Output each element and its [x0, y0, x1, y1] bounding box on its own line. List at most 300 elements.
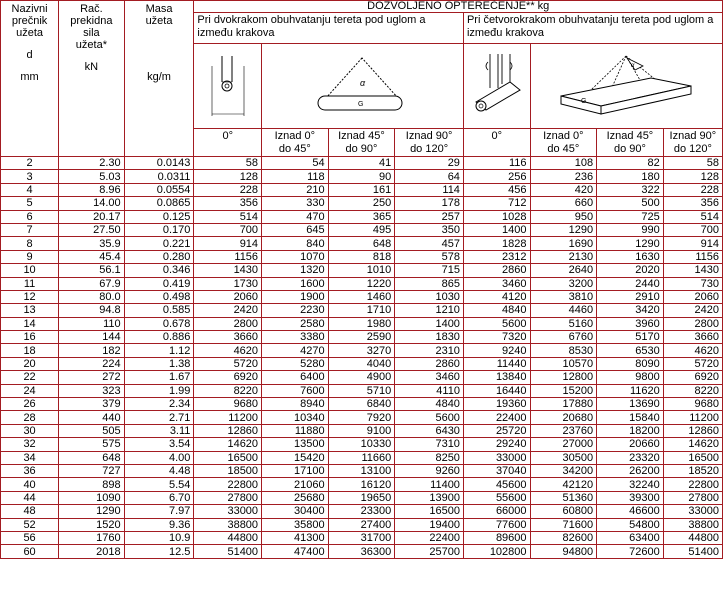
- table-cell: 840: [262, 237, 329, 250]
- header-text: užeta*: [75, 39, 107, 51]
- table-cell: 8250: [395, 451, 464, 464]
- table-row: [1, 371, 723, 384]
- table-cell: 1980: [328, 317, 395, 330]
- table-cell: 2060: [663, 290, 722, 303]
- table-cell: 29240: [463, 438, 530, 451]
- table-cell: 12: [1, 290, 59, 303]
- table-cell: 648: [59, 451, 125, 464]
- table-cell: 0.886: [124, 331, 194, 344]
- table-row: [1, 304, 723, 317]
- table-cell: 2020: [597, 264, 664, 277]
- table-cell: 18200: [597, 424, 664, 437]
- table-cell: 22: [1, 371, 59, 384]
- table-cell: 1430: [663, 264, 722, 277]
- table-cell: 3660: [663, 331, 722, 344]
- table-cell: 114: [395, 183, 464, 196]
- table-cell: 1070: [262, 250, 329, 263]
- table-cell: 0.678: [124, 317, 194, 330]
- table-row: [1, 157, 723, 170]
- table-cell: 5600: [395, 411, 464, 424]
- table-cell: 323: [59, 384, 125, 397]
- table-cell: 7320: [463, 331, 530, 344]
- table-cell: 505: [59, 424, 125, 437]
- table-cell: 700: [663, 223, 722, 236]
- angle-header: [463, 129, 530, 157]
- table-cell: 11400: [395, 478, 464, 491]
- table-cell: 645: [262, 223, 329, 236]
- angle-header-line: 0°: [491, 130, 502, 142]
- table-cell: 3460: [395, 371, 464, 384]
- table-cell: 118: [262, 170, 329, 183]
- table-cell: 16120: [328, 478, 395, 491]
- table-cell: 725: [597, 210, 664, 223]
- table-cell: 35800: [262, 518, 329, 531]
- table-cell: 1830: [395, 331, 464, 344]
- table-cell: 71600: [530, 518, 597, 531]
- table-cell: 257: [395, 210, 464, 223]
- table-cell: 1290: [530, 223, 597, 236]
- table-cell: 108: [530, 157, 597, 170]
- table-cell: 5: [1, 197, 59, 210]
- table-cell: 66000: [463, 505, 530, 518]
- table-cell: 470: [262, 210, 329, 223]
- col-header-diameter: [1, 1, 59, 157]
- table-cell: 12860: [663, 424, 722, 437]
- angle-header-line: Iznad 0°: [543, 130, 584, 142]
- two-leg-sling-icon: [312, 56, 412, 116]
- table-cell: 45.4: [59, 250, 125, 263]
- angle-header: [530, 129, 597, 157]
- table-cell: 27400: [328, 518, 395, 531]
- table-cell: 5720: [194, 357, 262, 370]
- table-cell: 12.5: [124, 545, 194, 558]
- table-cell: 3420: [597, 304, 664, 317]
- table-row: [1, 197, 723, 210]
- table-cell: 58: [663, 157, 722, 170]
- table-cell: 24: [1, 384, 59, 397]
- header-unit: mm: [20, 71, 39, 83]
- table-cell: 11620: [597, 384, 664, 397]
- table-cell: 72600: [597, 545, 664, 558]
- table-cell: 3380: [262, 331, 329, 344]
- table-cell: 250: [328, 197, 395, 210]
- table-cell: 34: [1, 451, 59, 464]
- diagram-four-leg-slab: [530, 44, 722, 129]
- header-text: d: [26, 49, 33, 61]
- table-cell: 2310: [395, 344, 464, 357]
- table-cell: 0.280: [124, 250, 194, 263]
- table-cell: 898: [59, 478, 125, 491]
- table-cell: 0.498: [124, 290, 194, 303]
- table-cell: 51360: [530, 491, 597, 504]
- table-cell: 27800: [194, 491, 262, 504]
- table-row: [1, 250, 723, 263]
- table-cell: 0.221: [124, 237, 194, 250]
- table-cell: 4900: [328, 371, 395, 384]
- table-cell: 4270: [262, 344, 329, 357]
- table-cell: 5160: [530, 317, 597, 330]
- table-cell: 23320: [597, 451, 664, 464]
- angle-header-line: do 45°: [278, 143, 311, 155]
- table-cell: 15200: [530, 384, 597, 397]
- table-cell: 36300: [328, 545, 395, 558]
- table-cell: 182: [59, 344, 125, 357]
- table-cell: 236: [530, 170, 597, 183]
- table-row: [1, 464, 723, 477]
- table-cell: 0.170: [124, 223, 194, 236]
- table-cell: 1828: [463, 237, 530, 250]
- table-cell: 33000: [663, 505, 722, 518]
- table-cell: 29: [395, 157, 464, 170]
- table-cell: 116: [463, 157, 530, 170]
- table-cell: 1320: [262, 264, 329, 277]
- table-cell: 0.0865: [124, 197, 194, 210]
- group-two-leg-header: Pri dvokrakom obuhvatanju tereta pod uglom a između krakova: [194, 13, 464, 44]
- table-cell: 51400: [663, 545, 722, 558]
- table-row: [1, 344, 723, 357]
- angle-header-line: Iznad 90°: [405, 130, 453, 142]
- table-cell: 23300: [328, 505, 395, 518]
- table-row: [1, 290, 723, 303]
- table-cell: 2420: [194, 304, 262, 317]
- table-cell: 6.70: [124, 491, 194, 504]
- diagram-weight-label: G: [358, 101, 364, 108]
- table-cell: 256: [463, 170, 530, 183]
- table-cell: 7: [1, 223, 59, 236]
- table-cell: 1520: [59, 518, 125, 531]
- table-cell: 55600: [463, 491, 530, 504]
- table-cell: 1.67: [124, 371, 194, 384]
- angle-header-line: do 90°: [613, 143, 646, 155]
- table-row: [1, 331, 723, 344]
- table-cell: 1400: [395, 317, 464, 330]
- table-cell: 495: [328, 223, 395, 236]
- table-cell: 1290: [59, 505, 125, 518]
- table-cell: 818: [328, 250, 395, 263]
- table-cell: 178: [395, 197, 464, 210]
- table-cell: 7310: [395, 438, 464, 451]
- table-cell: 2590: [328, 331, 395, 344]
- table-cell: 180: [597, 170, 664, 183]
- angle-header-line: Iznad 45°: [338, 130, 385, 142]
- table-cell: 1.99: [124, 384, 194, 397]
- table-cell: 161: [328, 183, 395, 196]
- table-cell: 6840: [328, 398, 395, 411]
- table-cell: 4840: [463, 304, 530, 317]
- table-cell: 45600: [463, 478, 530, 491]
- angle-header: [663, 129, 722, 157]
- table-cell: 1290: [597, 237, 664, 250]
- table-cell: 40: [1, 478, 59, 491]
- table-cell: 4620: [194, 344, 262, 357]
- table-cell: 1010: [328, 264, 395, 277]
- table-cell: 4040: [328, 357, 395, 370]
- table-cell: 9260: [395, 464, 464, 477]
- table-cell: 9680: [194, 398, 262, 411]
- table-cell: 37040: [463, 464, 530, 477]
- table-cell: 1030: [395, 290, 464, 303]
- table-cell: 16500: [194, 451, 262, 464]
- table-cell: 20680: [530, 411, 597, 424]
- table-cell: 10340: [262, 411, 329, 424]
- header-text: užeta: [16, 27, 44, 39]
- table-cell: 33000: [463, 451, 530, 464]
- table-cell: 94.8: [59, 304, 125, 317]
- table-cell: 1028: [463, 210, 530, 223]
- table-cell: 0.0311: [124, 170, 194, 183]
- table-cell: 12860: [194, 424, 262, 437]
- table-cell: 2800: [663, 317, 722, 330]
- table-cell: 19360: [463, 398, 530, 411]
- table-cell: 1600: [262, 277, 329, 290]
- table-cell: 90: [328, 170, 395, 183]
- table-row: [1, 223, 723, 236]
- table-row: [1, 438, 723, 451]
- table-cell: 0.0554: [124, 183, 194, 196]
- angle-header-line: do 120°: [673, 143, 712, 155]
- table-cell: 31700: [328, 531, 395, 544]
- table-cell: 14620: [194, 438, 262, 451]
- table-cell: 11880: [262, 424, 329, 437]
- allowed-load-header: DOZVOLJENO OPTEREĆENJE** kg: [194, 1, 723, 13]
- table-cell: 4.48: [124, 464, 194, 477]
- table-cell: 5720: [663, 357, 722, 370]
- table-cell: 36: [1, 464, 59, 477]
- table-cell: 41300: [262, 531, 329, 544]
- table-cell: 5280: [262, 357, 329, 370]
- table-cell: 1630: [597, 250, 664, 263]
- table-cell: 365: [328, 210, 395, 223]
- table-cell: 51400: [194, 545, 262, 558]
- table-cell: 67.9: [59, 277, 125, 290]
- diagram-two-leg-sling: [262, 44, 464, 129]
- table-cell: 6760: [530, 331, 597, 344]
- table-cell: 727: [59, 464, 125, 477]
- table-row: [1, 384, 723, 397]
- table-cell: 1.12: [124, 344, 194, 357]
- table-cell: 10330: [328, 438, 395, 451]
- diagram-weight-label: G: [581, 98, 587, 105]
- table-cell: 210: [262, 183, 329, 196]
- table-cell: 14620: [663, 438, 722, 451]
- table-cell: 144: [59, 331, 125, 344]
- table-row: [1, 451, 723, 464]
- table-cell: 28: [1, 411, 59, 424]
- table-cell: 80.0: [59, 290, 125, 303]
- table-cell: 32240: [597, 478, 664, 491]
- table-cell: 1760: [59, 531, 125, 544]
- table-cell: 3460: [463, 277, 530, 290]
- table-cell: 3270: [328, 344, 395, 357]
- table-cell: 82: [597, 157, 664, 170]
- four-leg-cylinder-icon: [470, 54, 524, 118]
- table-cell: 2860: [463, 264, 530, 277]
- table-cell: 700: [194, 223, 262, 236]
- table-cell: 9100: [328, 424, 395, 437]
- table-cell: 4.00: [124, 451, 194, 464]
- table-cell: 5.54: [124, 478, 194, 491]
- table-row: [1, 398, 723, 411]
- table-cell: 0.585: [124, 304, 194, 317]
- table-cell: 715: [395, 264, 464, 277]
- table-cell: 0.125: [124, 210, 194, 223]
- table-cell: 11200: [194, 411, 262, 424]
- table-cell: 5170: [597, 331, 664, 344]
- table-cell: 9240: [463, 344, 530, 357]
- table-cell: 4: [1, 183, 59, 196]
- table-cell: 7920: [328, 411, 395, 424]
- table-cell: 13840: [463, 371, 530, 384]
- table-cell: 4840: [395, 398, 464, 411]
- table-cell: 38800: [194, 518, 262, 531]
- table-cell: 6530: [597, 344, 664, 357]
- table-cell: 712: [463, 197, 530, 210]
- table-cell: 19400: [395, 518, 464, 531]
- table-cell: 500: [597, 197, 664, 210]
- table-cell: 7600: [262, 384, 329, 397]
- table-cell: 1156: [663, 250, 722, 263]
- table-cell: 5710: [328, 384, 395, 397]
- table-cell: 2060: [194, 290, 262, 303]
- table-cell: 26: [1, 398, 59, 411]
- angle-header-line: do 120°: [410, 143, 449, 155]
- table-row: [1, 424, 723, 437]
- table-cell: 13100: [328, 464, 395, 477]
- table-cell: 6920: [194, 371, 262, 384]
- table-cell: 41: [328, 157, 395, 170]
- table-cell: 3660: [194, 331, 262, 344]
- table-cell: 1400: [463, 223, 530, 236]
- table-cell: 7.97: [124, 505, 194, 518]
- table-cell: 1460: [328, 290, 395, 303]
- table-cell: 6920: [663, 371, 722, 384]
- table-cell: 4620: [663, 344, 722, 357]
- table-row: [1, 210, 723, 223]
- table-cell: 4110: [395, 384, 464, 397]
- table-cell: 272: [59, 371, 125, 384]
- table-cell: 1220: [328, 277, 395, 290]
- table-cell: 16440: [463, 384, 530, 397]
- table-cell: 9680: [663, 398, 722, 411]
- col-header-breaking-force: [59, 1, 125, 157]
- table-cell: 2440: [597, 277, 664, 290]
- table-row: [1, 545, 723, 558]
- table-cell: 10.9: [124, 531, 194, 544]
- table-cell: 6: [1, 210, 59, 223]
- table-row: [1, 264, 723, 277]
- table-cell: 18520: [663, 464, 722, 477]
- table-cell: 457: [395, 237, 464, 250]
- header-text: prečnik: [11, 15, 48, 27]
- table-cell: 4460: [530, 304, 597, 317]
- angle-header-line: 0°: [222, 130, 233, 142]
- table-cell: 110: [59, 317, 125, 330]
- table-row: [1, 491, 723, 504]
- table-cell: 58: [194, 157, 262, 170]
- table-cell: 77600: [463, 518, 530, 531]
- table-row: [1, 531, 723, 544]
- table-cell: 63400: [597, 531, 664, 544]
- header-text: Rač.: [80, 3, 103, 15]
- angle-header: [395, 129, 464, 157]
- table-cell: 730: [663, 277, 722, 290]
- table-cell: 20.17: [59, 210, 125, 223]
- table-cell: 30400: [262, 505, 329, 518]
- table-cell: 2800: [194, 317, 262, 330]
- table-cell: 13900: [395, 491, 464, 504]
- table-cell: 16: [1, 331, 59, 344]
- table-cell: 3.54: [124, 438, 194, 451]
- table-cell: 25680: [262, 491, 329, 504]
- diagram-vertical-sling: [194, 44, 262, 129]
- header-text: Masa: [145, 3, 173, 15]
- table-cell: 32: [1, 438, 59, 451]
- table-cell: 379: [59, 398, 125, 411]
- table-cell: 128: [194, 170, 262, 183]
- angle-header-line: Iznad 0°: [274, 130, 316, 142]
- table-cell: 11200: [663, 411, 722, 424]
- table-row: [1, 411, 723, 424]
- table-cell: 356: [663, 197, 722, 210]
- table-cell: 3200: [530, 277, 597, 290]
- table-cell: 64: [395, 170, 464, 183]
- table-row: [1, 170, 723, 183]
- table-cell: 2.34: [124, 398, 194, 411]
- table-cell: 224: [59, 357, 125, 370]
- table-row: [1, 518, 723, 531]
- table-cell: 22400: [463, 411, 530, 424]
- table-cell: 17100: [262, 464, 329, 477]
- table-cell: 0.419: [124, 277, 194, 290]
- table-cell: 648: [328, 237, 395, 250]
- table-cell: 19650: [328, 491, 395, 504]
- table-cell: 56: [1, 531, 59, 544]
- table-cell: 27.50: [59, 223, 125, 236]
- col-header-mass: [124, 1, 194, 157]
- table-cell: 3.11: [124, 424, 194, 437]
- table-cell: 440: [59, 411, 125, 424]
- table-cell: 228: [194, 183, 262, 196]
- table-cell: 27000: [530, 438, 597, 451]
- table-cell: 420: [530, 183, 597, 196]
- table-cell: 16500: [663, 451, 722, 464]
- header-text: sila: [83, 27, 100, 39]
- table-cell: 44800: [663, 531, 722, 544]
- table-cell: 1.38: [124, 357, 194, 370]
- table-cell: 15840: [597, 411, 664, 424]
- table-cell: 39300: [597, 491, 664, 504]
- header-text: užeta: [145, 15, 173, 27]
- table-cell: 30: [1, 424, 59, 437]
- table-cell: 2312: [463, 250, 530, 263]
- table-cell: 30500: [530, 451, 597, 464]
- table-cell: 6430: [395, 424, 464, 437]
- table-cell: 9.36: [124, 518, 194, 531]
- table-cell: 1156: [194, 250, 262, 263]
- header-unit: kN: [84, 61, 99, 73]
- table-cell: 20660: [597, 438, 664, 451]
- table-cell: 18: [1, 344, 59, 357]
- header-unit: kg/m: [147, 71, 171, 83]
- table-cell: 228: [663, 183, 722, 196]
- table-cell: 914: [194, 237, 262, 250]
- vertical-sling-icon: [208, 56, 248, 116]
- table-row: [1, 183, 723, 196]
- table-cell: 0.0143: [124, 157, 194, 170]
- table-cell: 1730: [194, 277, 262, 290]
- table-cell: 456: [463, 183, 530, 196]
- table-cell: 14.00: [59, 197, 125, 210]
